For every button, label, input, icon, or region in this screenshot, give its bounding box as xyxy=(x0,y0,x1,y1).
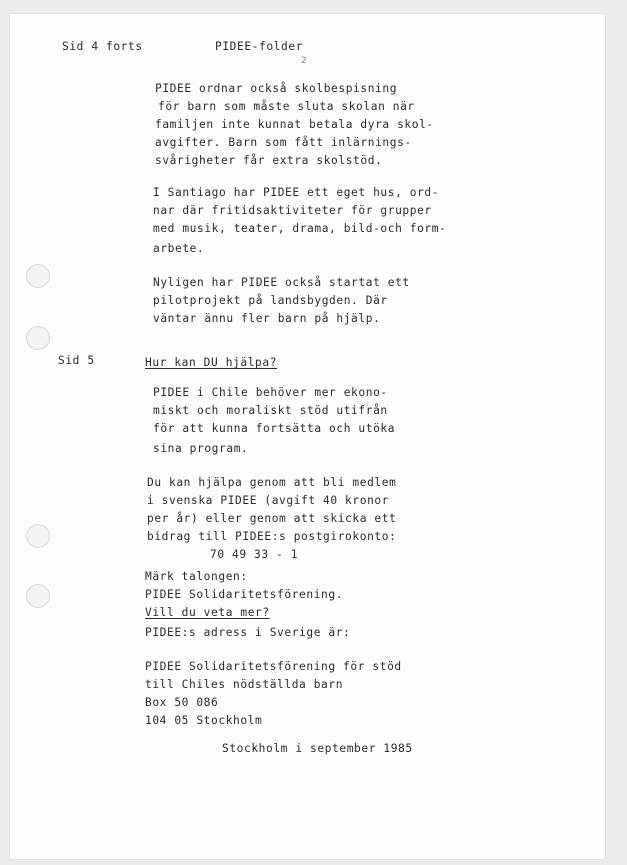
document-title: PIDEE-folder xyxy=(215,40,304,53)
text-line: miskt och moraliskt stöd utifrån xyxy=(153,404,388,417)
address-intro: PIDEE:s adress i Sverige är: xyxy=(145,626,351,639)
pencil-page-number: 2 xyxy=(301,56,307,66)
mark-value: PIDEE Solidaritetsförening. xyxy=(145,588,344,601)
punch-hole xyxy=(26,264,50,288)
text-line: Nyligen har PIDEE också startat ett xyxy=(153,276,410,289)
text-line: avgifter. Barn som fått inlärnings- xyxy=(155,136,412,149)
text-line: för att kunna fortsätta och utöka xyxy=(153,422,396,435)
address-line: Box 50 086 xyxy=(145,696,219,709)
text-line: bidrag till PIDEE:s postgirokonto: xyxy=(147,530,397,543)
text-line: sina program. xyxy=(153,442,249,455)
page-marker-sid5: Sid 5 xyxy=(58,354,95,367)
address-line: 104 05 Stockholm xyxy=(145,714,263,727)
text-line: PIDEE i Chile behöver mer ekono- xyxy=(153,386,388,399)
text-line: arbete. xyxy=(153,242,205,255)
text-line: med musik, teater, drama, bild-och form- xyxy=(153,222,447,235)
address-line: PIDEE Solidaritetsförening för stöd xyxy=(145,660,402,673)
mark-label: Märk talongen: xyxy=(145,570,248,583)
text-line: för barn som måste sluta skolan när xyxy=(158,100,415,113)
text-line: per år) eller genom att skicka ett xyxy=(147,512,397,525)
punch-hole xyxy=(26,584,50,608)
text-line: familjen inte kunnat betala dyra skol- xyxy=(155,118,434,131)
text-line: PIDEE ordnar också skolbespisning xyxy=(155,82,398,95)
punch-hole xyxy=(26,326,50,350)
section-heading-more-info: Vill du veta mer? xyxy=(145,606,270,619)
text-line: I Santiago har PIDEE ett eget hus, ord- xyxy=(153,186,440,199)
dateline: Stockholm i september 1985 xyxy=(222,742,413,755)
text-line: Du kan hjälpa genom att bli medlem xyxy=(147,476,397,489)
section-heading-how-to-help: Hur kan DU hjälpa? xyxy=(145,356,278,369)
text-line: pilotprojekt på landsbygden. Där xyxy=(153,294,388,307)
address-line: till Chiles nödställda barn xyxy=(145,678,344,691)
text-line: väntar ännu fler barn på hjälp. xyxy=(153,312,381,325)
postgiro-account-number: 70 49 33 - 1 xyxy=(210,548,299,561)
text-line: svårigheter får extra skolstöd. xyxy=(155,154,383,167)
punch-hole xyxy=(26,524,50,548)
text-line: nar där fritidsaktiviteter för grupper xyxy=(153,204,432,217)
document-page xyxy=(10,14,605,859)
page-marker-left: Sid 4 forts xyxy=(62,40,143,53)
text-line: i svenska PIDEE (avgift 40 kronor xyxy=(147,494,390,507)
